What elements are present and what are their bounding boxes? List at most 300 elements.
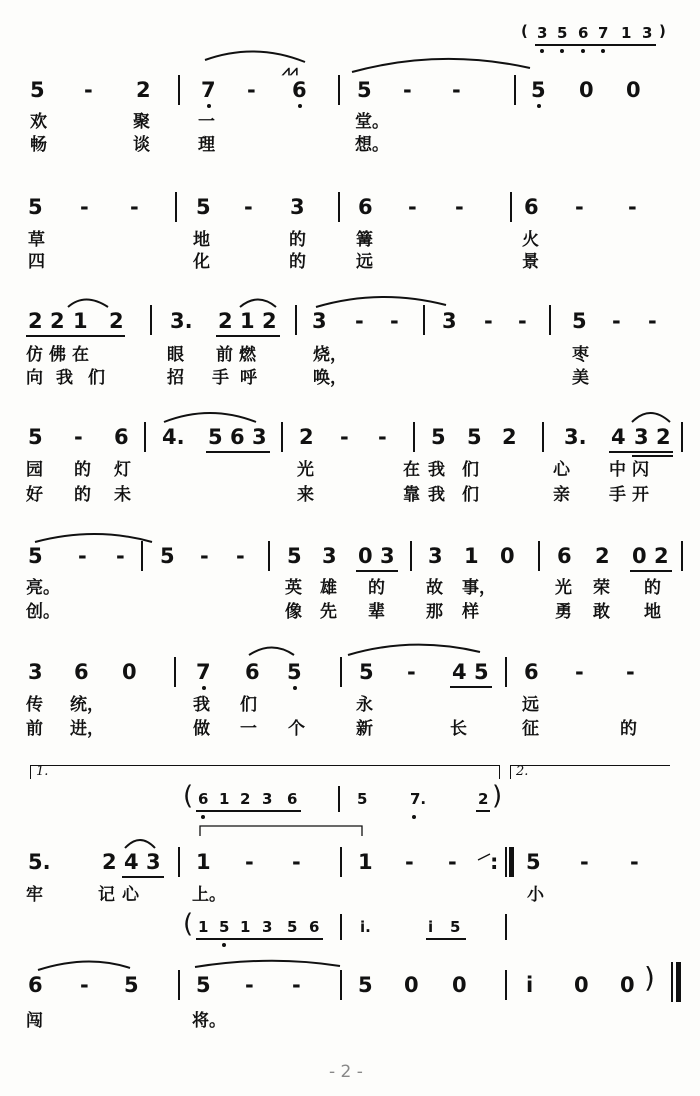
lyric: 的 (368, 578, 385, 598)
note: 1 (240, 918, 251, 936)
note: 5 (526, 850, 541, 874)
barline (178, 75, 180, 105)
note: 1 (358, 850, 373, 874)
barline (510, 192, 512, 222)
underline (26, 335, 125, 337)
barline (175, 192, 177, 222)
note: 2 (240, 790, 251, 808)
lyric: 燃 (239, 345, 256, 365)
note: 1 (219, 790, 230, 808)
close-paren: ) (644, 961, 655, 994)
intro-paren: ( (183, 781, 194, 811)
note: - (116, 544, 125, 568)
tie (35, 534, 152, 542)
barline (174, 657, 176, 687)
note: - (78, 544, 87, 568)
note: 5 (208, 425, 223, 449)
page-number: - 2 - (329, 1062, 363, 1082)
note: 5 (160, 544, 175, 568)
note: 3 (290, 195, 305, 219)
lyric: 我 (193, 695, 210, 715)
lyric: 呼 (240, 368, 257, 388)
lyric: 向 (26, 368, 43, 388)
note: 1 (73, 309, 88, 333)
lyric: 仿 (26, 345, 43, 365)
note: 5 (572, 309, 587, 333)
note: 2 (28, 309, 43, 333)
lyric: 烧， (313, 345, 347, 365)
note: 0 (626, 78, 641, 102)
note: - (648, 309, 657, 333)
lyric: 想。 (355, 135, 389, 155)
underline (196, 810, 301, 812)
lyric: 的 (644, 578, 661, 598)
barline (549, 305, 551, 335)
note: 0 (452, 973, 467, 997)
note: - (245, 973, 254, 997)
lyric: 化 (193, 252, 210, 272)
note: 5 (531, 78, 546, 102)
dot (412, 815, 416, 819)
lyric: 前 (26, 719, 43, 739)
lyric: 征 (522, 719, 539, 739)
dot (560, 49, 564, 53)
lyric: 手 (212, 368, 229, 388)
intro-paren: ) (659, 22, 666, 40)
underline (632, 455, 673, 457)
note: 5 (28, 425, 43, 449)
lyric: 地 (193, 230, 210, 250)
note: - (405, 850, 414, 874)
note: 6 (198, 790, 209, 808)
lyric: 来 (297, 485, 314, 505)
tie (38, 961, 130, 970)
barline (538, 541, 540, 571)
note: 2 (502, 425, 517, 449)
lyric: 光 (297, 460, 314, 480)
note: 5 (467, 425, 482, 449)
lyric: 远 (522, 695, 539, 715)
note: 5 (357, 790, 368, 808)
lyric: 先 (320, 602, 337, 622)
volta-1-bracket (30, 765, 31, 779)
lyric: 亲 (553, 485, 570, 505)
note: 3 (537, 24, 548, 42)
lyric: 的 (74, 485, 91, 505)
barline (340, 847, 342, 877)
note: - (244, 195, 253, 219)
note: 5 (196, 195, 211, 219)
note: 2 (262, 309, 277, 333)
lyric: 故 (426, 578, 443, 598)
note: 5 (28, 195, 43, 219)
lyric: 们 (240, 695, 257, 715)
underline (216, 335, 280, 337)
dot (222, 943, 226, 947)
note: 5 (28, 544, 43, 568)
lyric: 永 (356, 695, 373, 715)
note: i (428, 918, 434, 936)
note: 5. (28, 850, 51, 874)
underline (206, 451, 270, 453)
underline (196, 938, 323, 940)
lyric: 统， (70, 695, 104, 715)
lyric: 记 (98, 885, 115, 905)
note: 7 (196, 660, 211, 684)
note: 2 (102, 850, 117, 874)
note: 3 (262, 918, 273, 936)
lyric: 未 (114, 485, 131, 505)
lyric: 开 (632, 485, 649, 505)
note: - (403, 78, 412, 102)
slur (632, 413, 670, 422)
lyric: 唤， (313, 368, 347, 388)
lyric: 上。 (192, 885, 226, 905)
lyric: 草 (28, 230, 45, 250)
note: 0 (574, 973, 589, 997)
note: 5 (431, 425, 446, 449)
lyric: 传 (26, 695, 43, 715)
barline (505, 657, 507, 687)
note: - (448, 850, 457, 874)
lyric: 敢 (593, 602, 610, 622)
note: 0 (632, 544, 647, 568)
lyric: 灯 (114, 460, 131, 480)
note: i (526, 973, 534, 997)
note: - (518, 309, 527, 333)
barline (281, 422, 283, 452)
lyric: 光 (555, 578, 572, 598)
note: - (575, 660, 584, 684)
lyric: 亮。 (26, 578, 60, 598)
lyric: 我 (56, 368, 73, 388)
note: 3 (442, 309, 457, 333)
note: - (355, 309, 364, 333)
lyric: 做 (193, 719, 210, 739)
slur (249, 648, 294, 656)
lyric: 小 (527, 885, 544, 905)
lyric: 进， (70, 719, 104, 739)
lyric: 美 (572, 368, 589, 388)
lyric: 前 (216, 345, 233, 365)
barline (413, 422, 415, 452)
lyric: 辈 (368, 602, 385, 622)
note: 3 (28, 660, 43, 684)
lyric: 将。 (192, 1011, 226, 1031)
note: 5 (450, 918, 461, 936)
note: 0 (579, 78, 594, 102)
note: i. (360, 918, 371, 936)
lyric: 靠 (403, 485, 420, 505)
dot (207, 104, 211, 108)
note: - (236, 544, 245, 568)
repeat-thick-barline (509, 847, 514, 877)
intro-paren: ( (521, 22, 528, 40)
lyric: 的 (289, 252, 306, 272)
note: 1 (464, 544, 479, 568)
note: 6 (230, 425, 245, 449)
note: 6 (245, 660, 260, 684)
barline (514, 75, 516, 105)
lyric: 火 (522, 230, 539, 250)
lyric: 招 (167, 368, 184, 388)
lyric: 个 (288, 719, 305, 739)
slur (164, 413, 256, 422)
note: 4 (611, 425, 626, 449)
lyric: 闪 (632, 460, 649, 480)
tie (348, 645, 480, 655)
note: - (292, 973, 301, 997)
underline (630, 570, 672, 572)
note: 5 (287, 544, 302, 568)
note: 1 (621, 24, 632, 42)
lyric: 在 (72, 345, 89, 365)
barline (340, 657, 342, 687)
barline (338, 75, 340, 105)
bracket-line (200, 826, 362, 836)
note: - (455, 195, 464, 219)
note: 6 (28, 973, 43, 997)
note: 5 (557, 24, 568, 42)
lyric: 牢 (26, 885, 43, 905)
underline (426, 938, 466, 940)
note: - (452, 78, 461, 102)
dot (202, 686, 206, 690)
dot (540, 49, 544, 53)
lyric: 勇 (555, 602, 572, 622)
barline (178, 847, 180, 877)
note: 5 (30, 78, 45, 102)
barline (295, 305, 297, 335)
note: - (80, 973, 89, 997)
note: 2 (656, 425, 671, 449)
barline (681, 541, 683, 571)
lyric: 长 (450, 719, 467, 739)
note: - (580, 850, 589, 874)
lyric: 荣 (593, 578, 610, 598)
note: - (84, 78, 93, 102)
note: 5 (357, 78, 372, 102)
barline (505, 970, 507, 1000)
barline (141, 541, 143, 571)
note: 0 (358, 544, 373, 568)
barline (340, 970, 342, 1000)
note: 3 (262, 790, 273, 808)
note: 6 (578, 24, 589, 42)
lyric: 在 (403, 460, 420, 480)
volta-2-number: 2. (516, 764, 529, 779)
note: 7 (201, 78, 216, 102)
lyric: 的 (74, 460, 91, 480)
lyric: 雄 (320, 578, 337, 598)
note: - (292, 850, 301, 874)
lyric: 们 (88, 368, 105, 388)
note: 1 (240, 309, 255, 333)
dot (581, 49, 585, 53)
barline (505, 847, 507, 877)
note: - (612, 309, 621, 333)
note: 6 (524, 195, 539, 219)
lyric: 聚 (133, 112, 150, 132)
lyric: 欢 (30, 112, 47, 132)
note: 5 (219, 918, 230, 936)
dot (537, 104, 541, 108)
final-thick-barline (676, 962, 681, 1002)
lyric: 中 (609, 460, 626, 480)
lyric: 们 (462, 485, 479, 505)
lyric: 手 (609, 485, 626, 505)
note: 2 (218, 309, 233, 333)
note: 2 (109, 309, 124, 333)
tie (352, 59, 530, 72)
lyric: 眼 (167, 345, 184, 365)
volta-2-bracket (510, 765, 511, 779)
note: 4 (124, 850, 139, 874)
note: 6 (114, 425, 129, 449)
lyric: 枣 (572, 345, 589, 365)
note: - (378, 425, 387, 449)
note: 6 (358, 195, 373, 219)
lyric: 的 (620, 719, 637, 739)
note: 6 (287, 790, 298, 808)
lyric: 远 (356, 252, 373, 272)
mordent-ornament: ⩘⩘ (282, 63, 298, 79)
note: - (247, 78, 256, 102)
note: 5 (359, 660, 374, 684)
note: 7. (410, 790, 427, 808)
note: 6 (557, 544, 572, 568)
note: 5 (358, 973, 373, 997)
note: 0 (620, 973, 635, 997)
note: - (408, 195, 417, 219)
lyric: 那 (426, 602, 443, 622)
note: - (484, 309, 493, 333)
volta-1-bracket (499, 765, 500, 779)
lyric: 心 (122, 885, 139, 905)
bracket-line (478, 854, 490, 860)
lyric: 篝 (356, 230, 373, 250)
lyric: 我 (428, 460, 445, 480)
note: 0 (122, 660, 137, 684)
lyric: 新 (356, 719, 373, 739)
note: 4 (452, 660, 467, 684)
note: 3 (322, 544, 337, 568)
lyric: 地 (644, 602, 661, 622)
underline (356, 570, 398, 572)
dot (298, 104, 302, 108)
dot (201, 815, 205, 819)
note: - (245, 850, 254, 874)
underline (450, 686, 492, 688)
lyric: 好 (26, 485, 43, 505)
note: 5 (287, 660, 302, 684)
note: 6 (292, 78, 307, 102)
note: - (390, 309, 399, 333)
lyric: 理 (198, 135, 215, 155)
note: - (407, 660, 416, 684)
note: 2 (595, 544, 610, 568)
lyric: 的 (289, 230, 306, 250)
note: 6 (524, 660, 539, 684)
dot (293, 686, 297, 690)
lyric: 们 (462, 460, 479, 480)
barline (178, 970, 180, 1000)
repeat-sign: : (490, 850, 499, 874)
barline (338, 192, 340, 222)
underline (122, 876, 164, 878)
barline (423, 305, 425, 335)
note: - (575, 195, 584, 219)
note: 1 (196, 850, 211, 874)
note: 3. (170, 309, 193, 333)
note: 1 (198, 918, 209, 936)
intro-paren: ) (492, 781, 503, 811)
note: - (630, 850, 639, 874)
slur (240, 300, 276, 308)
lyric: 畅 (30, 135, 47, 155)
lyric: 英 (285, 578, 302, 598)
note: - (130, 195, 139, 219)
lyric: 一 (198, 112, 215, 132)
barline (144, 422, 146, 452)
barline (410, 541, 412, 571)
note: 3 (252, 425, 267, 449)
note: - (74, 425, 83, 449)
slur (68, 300, 108, 308)
underline (609, 451, 673, 453)
note: 0 (500, 544, 515, 568)
lyric: 创。 (26, 602, 60, 622)
lyric: 佛 (49, 345, 66, 365)
note: 2 (299, 425, 314, 449)
lyric: 一 (240, 719, 257, 739)
lyric: 心 (553, 460, 570, 480)
note: - (626, 660, 635, 684)
lyric: 我 (428, 485, 445, 505)
note: 4. (162, 425, 185, 449)
barline (542, 422, 544, 452)
lyric: 事， (462, 578, 496, 598)
barline (268, 541, 270, 571)
note: 5 (287, 918, 298, 936)
tie (195, 961, 340, 967)
note: 5 (474, 660, 489, 684)
note: - (200, 544, 209, 568)
lyric: 像 (285, 602, 302, 622)
note: 3 (312, 309, 327, 333)
lyric: 堂。 (355, 112, 389, 132)
lyric: 四 (28, 252, 45, 272)
note: 2 (50, 309, 65, 333)
lyric: 园 (26, 460, 43, 480)
slur (205, 51, 305, 62)
dot (601, 49, 605, 53)
barline (150, 305, 152, 335)
note: 3 (634, 425, 649, 449)
note: 3 (146, 850, 161, 874)
final-barline (671, 962, 673, 1002)
slur (125, 840, 155, 848)
underline (476, 810, 490, 812)
volta-2-bracket (510, 765, 670, 766)
note: 2 (136, 78, 151, 102)
lyric: 谈 (133, 135, 150, 155)
note: - (628, 195, 637, 219)
note: 3 (380, 544, 395, 568)
lyric: 景 (522, 252, 539, 272)
note: 5 (124, 973, 139, 997)
lyric: 样 (462, 602, 479, 622)
